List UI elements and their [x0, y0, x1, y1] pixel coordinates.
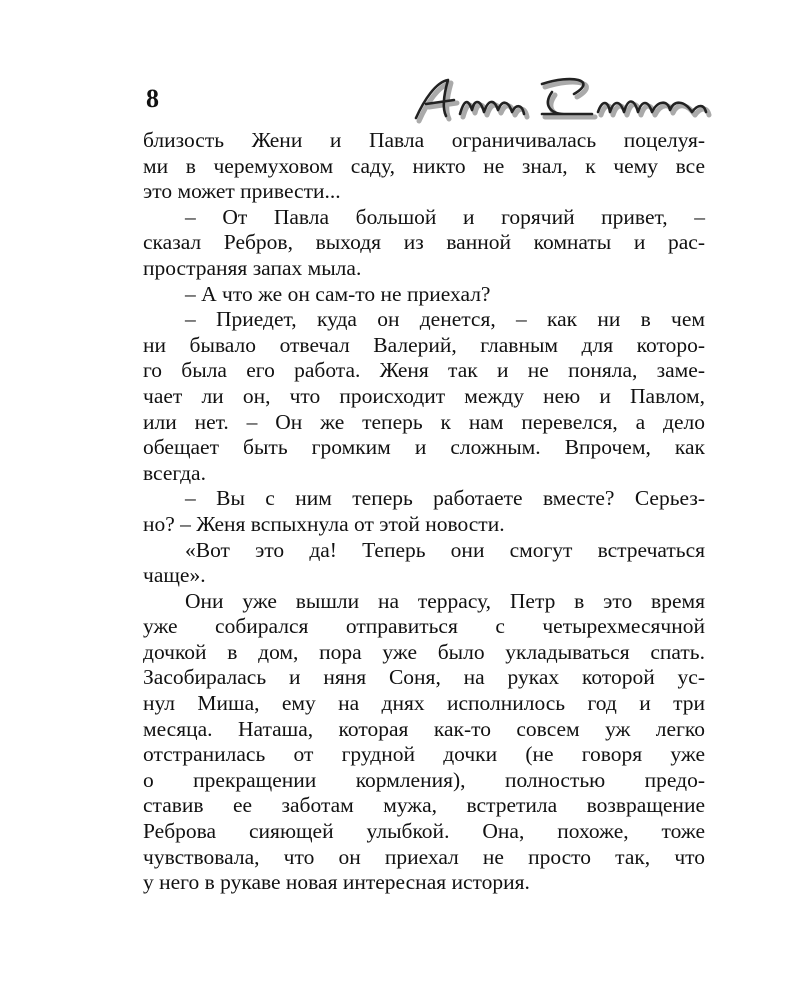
text-line: но? – Женя вспыхнула от этой новости.: [143, 511, 505, 536]
text-line: ни бывало отвечал Валерий, главным для которо-: [143, 332, 705, 357]
text-line: месяца. Наташа, которая как-то совсем уж легко: [143, 716, 705, 741]
text-line: о прекращении кормления), полностью предо-: [143, 767, 705, 792]
text-line: – А что же он сам-то не приехал?: [185, 281, 491, 306]
text-line: го была его работа. Женя так и не поняла, заме-: [143, 358, 705, 383]
text-line: – Приедет, куда он денется, – как ни в чем: [185, 307, 705, 332]
text-line: отстранилась от грудной дочки (не говоря уже: [143, 742, 705, 767]
text-line: Реброва сияющей улыбкой. Она, похоже, тоже: [143, 819, 705, 844]
text-line: всегда.: [143, 460, 206, 485]
text-line: ставив ее заботам мужа, встретила возвращение: [143, 793, 705, 818]
text-line: Они уже вышли на террасу, Петр в это время: [185, 588, 705, 613]
text-line: это может привести...: [143, 179, 341, 204]
text-line: сказал Ребров, выходя из ванной комнаты и рас-: [143, 230, 705, 255]
text-line: – Вы с ним теперь работаете вместе? Серьез-: [185, 486, 705, 511]
text-line: чает ли он, что происходит между нею и Павлом,: [143, 383, 705, 408]
page-number: 8: [146, 84, 159, 113]
text-line: ми в черемуховом саду, никто не знал, к чему все: [143, 153, 705, 178]
text-line: у него в рукаве новая интересная история.: [143, 870, 530, 895]
text-line: близость Жени и Павла ограничивалась поцелуя-: [143, 128, 705, 152]
text-line: уже собирался отправиться с четырехмесячной: [143, 614, 705, 639]
text-line: чувствовала, что он приехал не просто так, что: [143, 844, 705, 869]
body-text: [143, 128, 705, 896]
text-line: «Вот это да! Теперь они смогут встречаться: [185, 537, 705, 562]
text-line: пространяя запах мыла.: [143, 255, 362, 280]
text-line: обещает быть громким и сложным. Впрочем, как: [143, 435, 705, 460]
text-line: или нет. – Он же теперь к нам перевелся, а дело: [143, 409, 705, 434]
text-line: нул Миша, ему на днях исполнилось год и три: [143, 691, 705, 716]
text-line: чаще».: [143, 563, 206, 588]
author-signature-logo: [402, 70, 712, 126]
text-line: дочкой в дом, пора уже было укладываться спать.: [143, 639, 705, 664]
text-line: – От Павла большой и горячий привет, –: [185, 204, 705, 229]
text-line: Засобиралась и няня Соня, на руках которой ус-: [143, 665, 705, 690]
